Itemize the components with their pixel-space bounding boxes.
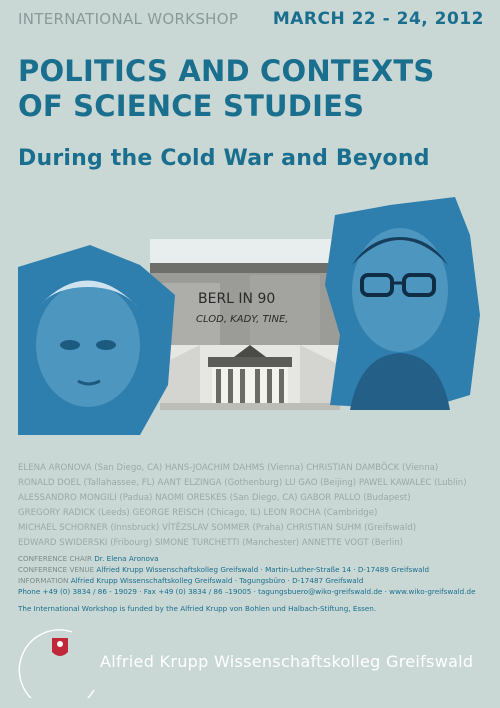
- speaker: ALESSANDRO MONGILI (Padua): [18, 493, 153, 503]
- chair-label: CONFERENCE CHAIR: [18, 554, 92, 563]
- speaker: GEORGE REISCH (Chicago, IL): [132, 508, 261, 518]
- speaker: ANNETTE VOGT (Berlin): [301, 538, 404, 548]
- chair-value: Dr. Elena Aronova: [94, 554, 159, 563]
- speaker: EDWARD SWIDERSKI (Fribourg): [18, 538, 153, 548]
- information-label: INFORMATION: [18, 576, 69, 585]
- speaker: LU GAO (Beijing): [284, 478, 357, 488]
- event-dates: MARCH 22 - 24, 2012: [272, 9, 484, 29]
- organization-name: Alfried Krupp Wissenschaftskolleg Greifswald: [100, 652, 474, 671]
- title-line-1: POLITICS AND CONTEXTS: [18, 54, 435, 88]
- venue-label: CONFERENCE VENUE: [18, 565, 95, 574]
- graffiti-line-2: CLOD, KADY, TINE,: [196, 314, 289, 325]
- portrait-right-image: [325, 197, 480, 410]
- information: [18, 575, 488, 586]
- speaker: CHRISTIAN SUHM (Greifswald): [286, 523, 417, 533]
- speaker: PAWEL KAWALEC (Lublin): [358, 478, 467, 488]
- sky-image: [150, 239, 345, 265]
- logo-arc: [12, 628, 102, 698]
- speakers-row: [18, 491, 488, 506]
- speaker: RONALD DOEL (Tallahassee, FL): [18, 478, 155, 488]
- conference-chair: [18, 553, 488, 564]
- speakers-row: [18, 476, 488, 491]
- speaker: MICHAEL SCHORNER (Innsbruck): [18, 523, 160, 533]
- speaker: NAOMI ORESKES (San Diego, CA): [155, 493, 298, 503]
- info-block: [18, 553, 488, 597]
- title-line-2: OF SCIENCE STUDIES: [18, 89, 365, 123]
- speakers-row: [18, 536, 488, 551]
- speakers-row: [18, 521, 488, 536]
- speaker: CHRISTIAN DAMBÖCK (Vienna): [306, 463, 439, 473]
- speaker: ELENA ARONOVA (San Diego, CA): [18, 463, 163, 473]
- venue-value: Alfried Krupp Wissenschaftskolleg Greifswald · Martin-Luther-Straße 14 · D-17489 Greifswald: [96, 565, 430, 574]
- workshop-subtitle: During the Cold War and Beyond: [18, 146, 430, 171]
- information-value: Alfried Krupp Wissenschaftskolleg Greifswald · Tagungsbüro · D-17487 Greifswald: [70, 576, 364, 585]
- crest-icon: [52, 638, 68, 656]
- conference-venue: [18, 564, 488, 575]
- contact-line: Phone +49 (0) 3834 / 86 - 19029 · Fax +49 (0) 3834 / 86 –19005 · tagungsbuero@wiko-greifswald.de · www.wiko-greifswald.de: [18, 587, 476, 596]
- speakers-row: [18, 461, 488, 476]
- event-type: INTERNATIONAL WORKSHOP: [18, 10, 239, 28]
- speaker: GREGORY RADICK (Leeds): [18, 508, 130, 518]
- photo-collage: [0, 195, 500, 445]
- funding-note: The International Workshop is funded by the Alfried Krupp von Bohlen und Halbach-Stiftung, Essen.: [18, 604, 377, 613]
- speaker: GABOR PALLO (Budapest): [300, 493, 411, 503]
- speakers-list: [18, 461, 488, 551]
- speaker: LEON ROCHA (Cambridge): [263, 508, 378, 518]
- brandenburg-gate-image: [160, 345, 340, 410]
- graffiti-line-1: BERL IN 90: [198, 291, 276, 307]
- speaker: VÍTĚZSLAV SOMMER (Praha): [161, 523, 284, 533]
- speaker: SIMONE TURCHETTI (Manchester): [154, 538, 300, 548]
- speaker: AANT ELZINGA (Gothenburg): [157, 478, 283, 488]
- speakers-row: [18, 506, 488, 521]
- workshop-title: [18, 54, 488, 124]
- speaker: HANS-JOACHIM DAHMS (Vienna): [164, 463, 304, 473]
